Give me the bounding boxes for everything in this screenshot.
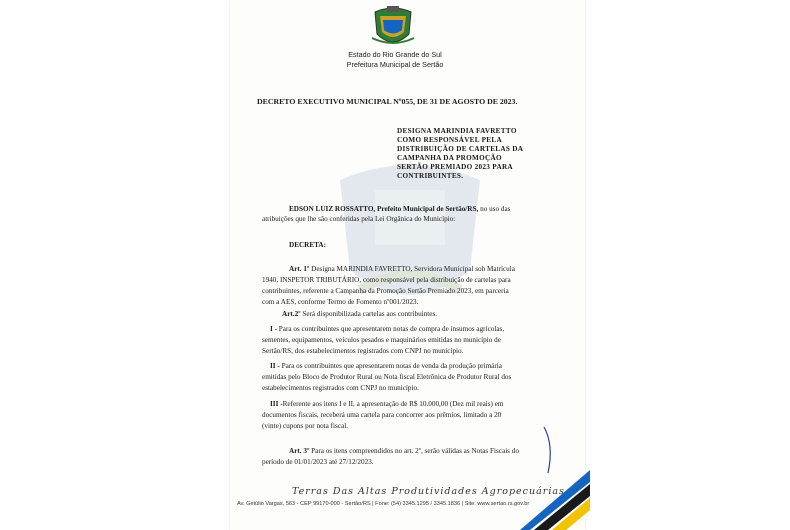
article-text: Será disponibilizada cartelas aos contribuintes. — [300, 310, 438, 318]
article-3 — [289, 447, 519, 456]
state-name: Estado do Rio Grande do Sul — [348, 50, 442, 59]
article-1 — [289, 265, 515, 274]
decreta-heading: DECRETA: — [289, 241, 327, 249]
footer-address: Av. Getúlio Vargas, 563 - CEP 99170-000 - Sertão/RS | Fone: (54) 3345.1295 / 3345.1836 | Site: www.sertao.rs.gov.br — [237, 501, 530, 507]
article-label: Art. 1º — [289, 265, 310, 273]
municipal-crest-icon — [370, 4, 416, 50]
preamble-line: atribuições que lhe são conferidas pela Lei Orgânica do Município: — [262, 215, 456, 223]
article-1-line: 1940, INSPETOR TRIBUTÁRIO, como responsável pela distribuição de cartelas para — [262, 276, 511, 284]
item-text: Para os contribuintes que apresentarem notas de compra de insumos agrícolas, — [278, 325, 505, 333]
article-text: Designa MARINDIA FAVRETTO, Servidora Municipal sob Matrícula — [309, 265, 515, 273]
article-label: Art.2º — [282, 310, 301, 318]
ementa-line: DISTRIBUIÇÃO DE CARTELAS DA — [397, 145, 524, 153]
article-2 — [282, 310, 437, 319]
item-1 — [270, 325, 504, 334]
item-3-line: documentos fiscais, receberá uma cartela para concorrer aos prêmios, limitado a 20 — [262, 411, 502, 419]
article-text: Para os itens compreendidos no art. 2º, serão válidas as Notas Fiscais do — [309, 447, 519, 455]
corner-stripes-icon — [520, 460, 590, 530]
ementa-line: CAMPANHA DA PROMOÇÃO — [397, 154, 502, 162]
item-1-line: sementes, equipamentos, veículos pesados e maquinários emitidas no município de — [262, 336, 501, 344]
municipal-motto: Terras Das Altas Produtividades Agropecuárias — [292, 486, 565, 497]
preamble-line — [289, 205, 510, 214]
article-1-line: contribuintes, referente a Campanha da Promoção Sertão Premiado 2023, em parceria — [262, 287, 509, 295]
article-label: Art. 3º — [289, 447, 310, 455]
municipality-name: Prefeitura Municipal de Sertão — [346, 60, 444, 69]
ementa-line: CONTRIBUINTES. — [397, 172, 464, 180]
item-label: II - — [270, 362, 282, 370]
ementa-line: COMO RESPONSÁVEL PELA — [397, 136, 502, 144]
item-3-line: (vinte) cupons por nota fiscal. — [262, 422, 349, 430]
ementa-line: SERTÃO PREMIADO 2023 PARA — [397, 163, 513, 171]
item-2 — [270, 362, 502, 371]
item-label: III - — [270, 400, 283, 408]
item-2-line: estabelecimentos registrados com CNPJ no município. — [262, 384, 419, 392]
article-3-line: período de 01/01/2023 até 27/12/2023. — [262, 458, 374, 466]
mayor-name: EDSON LUIZ ROSSATTO, Prefeito Municipal de Sertão/RS, — [289, 205, 479, 213]
ementa-line: DESIGNA MARINDIA FAVRETTO — [397, 127, 517, 135]
item-label: I - — [270, 325, 279, 333]
item-2-line: emitidas pelo Bloco de Produtor Rural ou Nota fiscal Eletrônica de Produtor Rural dos — [262, 373, 512, 381]
item-3 — [270, 400, 504, 409]
item-text: Referente aos itens I e II, a apresentação de R$ 10.000,00 (Dez mil reais) em — [282, 400, 504, 408]
item-text: Para os contribuintes que apresentarem notas de venda da produção primária — [281, 362, 502, 370]
decree-title: DECRETO EXECUTIVO MUNICIPAL Nº055, DE 31 DE AGOSTO DE 2023. — [257, 97, 518, 106]
article-1-line: com a AES, conforme Termo de Fomento nº001/2023. — [262, 298, 419, 306]
preamble-rest: no uso das — [478, 205, 511, 213]
item-1-line: Sertão/RS, dos estabelecimentos registrados com CNPJ no município. — [262, 347, 464, 355]
